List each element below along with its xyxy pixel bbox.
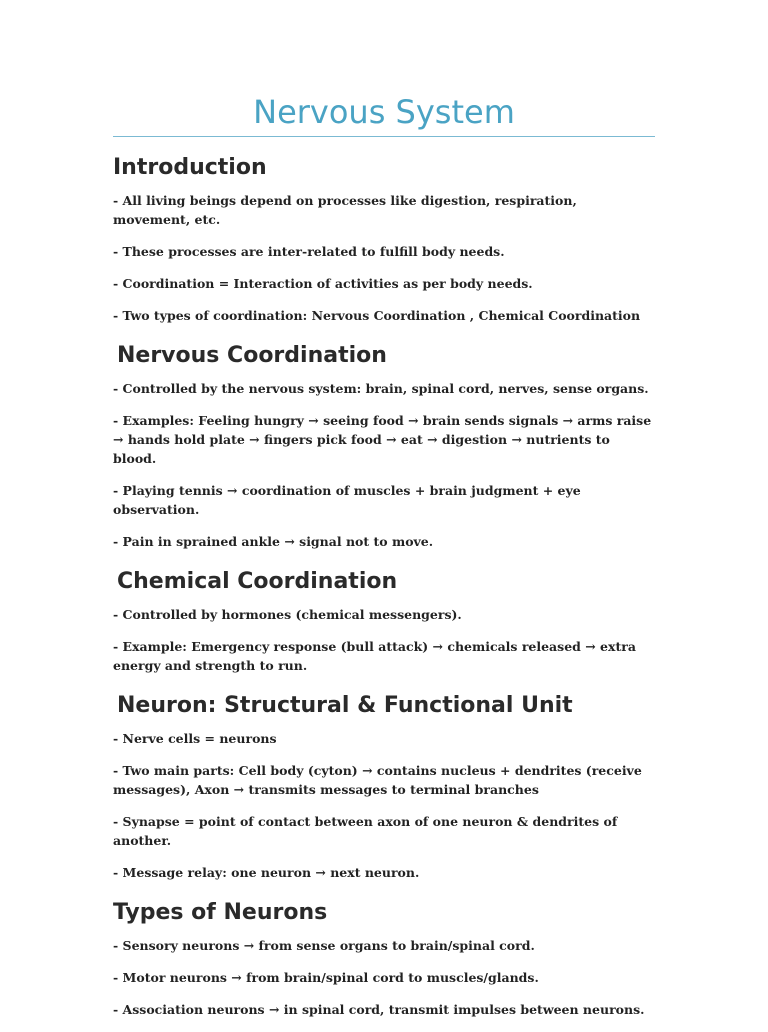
- bullet-item: - These processes are inter-related to fulfill body needs.: [113, 244, 505, 259]
- document-page: [113, 92, 655, 1032]
- bullet-item: - Nerve cells = neurons: [113, 731, 277, 746]
- bullet-item: - Example: Emergency response (bull attack) → chemicals released → extra energy and strength to run.: [113, 639, 636, 673]
- bullet-item: - Playing tennis → coordination of muscles + brain judgment + eye observation.: [113, 483, 581, 517]
- bullet-item: - Controlled by hormones (chemical messengers).: [113, 607, 462, 622]
- bullet-item: - Message relay: one neuron → next neuron.: [113, 865, 420, 880]
- bullet-item: - Coordination = Interaction of activities as per body needs.: [113, 276, 533, 291]
- bullet-item: - Pain in sprained ankle → signal not to move.: [113, 534, 434, 549]
- section-heading-introduction: Introduction: [113, 155, 267, 180]
- bullet-item: - Two types of coordination: Nervous Coordination , Chemical Coordination: [113, 308, 641, 323]
- section-heading-neuron-unit: Neuron: Structural & Functional Unit: [117, 693, 573, 718]
- section-chemical-coordination: [113, 568, 655, 675]
- bullet-item: - Synapse = point of contact between axon of one neuron & dendrites of another.: [113, 814, 618, 848]
- document-title: Nervous System: [113, 92, 655, 137]
- bullet-item: - Association neurons → in spinal cord, transmit impulses between neurons.: [113, 1002, 645, 1017]
- section-heading-nervous-coordination: Nervous Coordination: [117, 343, 387, 368]
- bullet-item: - Sensory neurons → from sense organs to brain/spinal cord.: [113, 938, 535, 953]
- section-heading-chemical-coordination: Chemical Coordination: [117, 569, 398, 594]
- section-types-of-neurons: [113, 899, 655, 1019]
- bullet-item: - Two main parts: Cell body (cyton) → contains nucleus + dendrites (receive messages), Axon → transmits messages to terminal branches: [113, 763, 642, 797]
- bullet-item: - All living beings depend on processes like digestion, respiration, movement, etc.: [113, 193, 577, 227]
- section-introduction: [113, 154, 655, 325]
- bullet-item: - Examples: Feeling hungry → seeing food → brain sends signals → arms raise → hands hold plate → fingers pick food → eat → digestion → nutrients to blood.: [113, 413, 652, 466]
- bullet-item: - Controlled by the nervous system: brain, spinal cord, nerves, sense organs.: [113, 381, 649, 396]
- bullet-item: - Motor neurons → from brain/spinal cord to muscles/glands.: [113, 970, 539, 985]
- section-neuron-unit: [113, 692, 655, 882]
- section-heading-types-of-neurons: Types of Neurons: [113, 900, 328, 925]
- section-nervous-coordination: [113, 342, 655, 551]
